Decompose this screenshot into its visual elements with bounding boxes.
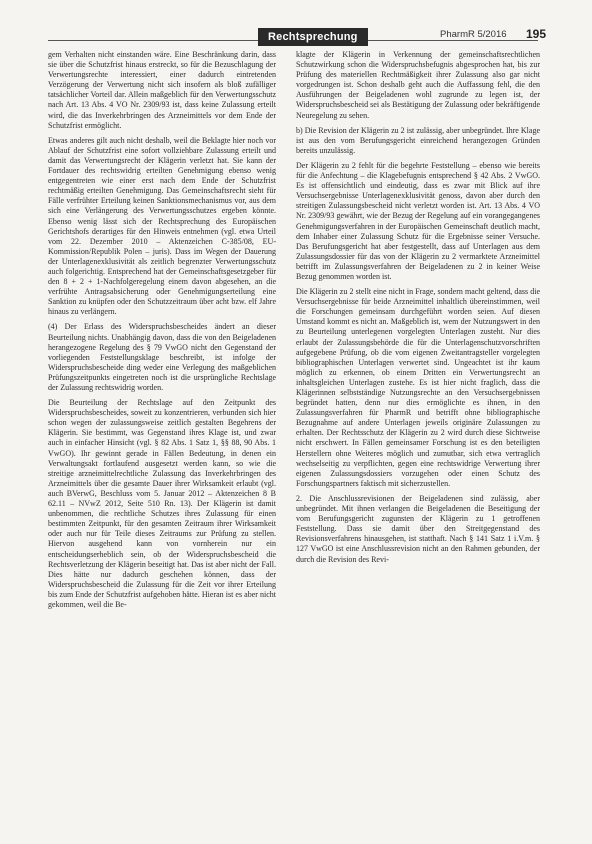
- left-column: [48, 50, 276, 615]
- paragraph: Die Beurteilung der Rechtslage auf den Zeitpunkt des Widerspruchsbescheides, soweit zu konzentrieren, verbunden sich hier schon wegen der zulassungsweise zeitlich gestalten Begehrens der Klägerin. Sie bestimmt, was Gegenstand ihres Klage ist, und zwar auch in einfacher Hinsicht (vgl. § 82 Abs. 1 Satz 1, §§ 88, 90 Abs. 1 VwGO). Ihr gewinnt gerade in Fällen Bedeutung, in denen ein Verwaltungsakt fortlaufend ausgesetzt werden kann, so wie die streitige arzneimittelrechtliche Zulassung das Inverkehrbringen des Arzneimittels über die gesamte Dauer ihrer Wirksamkeit erlaubt (vgl. auch BVerwG, Beschluss vom 5. Januar 2012 – Aktenzeichen 8 B 62.11 – NVwZ 2012, Seite 510 Rn. 13). Der Klägerin ist damit unbenommen, die rechtliche Schutzes ihres Zulassung für einen bestimmten Zeitpunkt, für den gesamten Zeitraum ihrer Wirksamkeit oder auch nur für Teile dieses Zeitraums zur Prüfung zu stellen. Hiervon ausgehend kann von vornherein nur ein entscheidungserheblich sein, ob der Widerspruchsbescheid die Rechtsverletzung der Klägerin beseitigt hat. Das ist aber nicht der Fall. Dies hätte nur dadurch geschehen können, dass der Widerspruchsbescheid die Zulassung für die Zeit vor ihrer Erteilung bis zum Ende der Schutzfrist aufgehoben hätte. Hieran ist es aber nicht gekommen, weil die Be-: [48, 398, 276, 609]
- journal-citation: PharmR 5/2016: [440, 29, 507, 40]
- header-rule-left: [48, 40, 258, 41]
- paragraph: Die Klägerin zu 2 stellt eine nicht in Frage, sondern macht geltend, dass die Versuchsergebnisse für beide Arzneimittel inhaltlich übereinstimmen, weil die Forschungen gemeinsam durchgeführt worden seien. Auf diesen Umstand kommt es nicht an. Maßgeblich ist, wem der Nutzungswert in den zu Beurteilung unterlegenen vorgelegten Unterlagen zusteht. Nur dies erlaubt der Zulassungsbehörde die für die Unterlagenschutzvorschriften aufgegebene Prüfung, ob die vom eigenen Zweitantragsteller vorgelegten bibliographischen Unterlagen verwertet sind. Ungeachtet ist ihr kaum möglich zu erkennen, ob einem Dritten ein Verwertungsrecht an inhaltsgleichen Unterlagen zustehe. Es ist hier nicht fraglich, dass die Klägerinnen selbstständige Nutzungsrechte an den Versuchsergebnissen begründet hatten, denn nur dies ermöglichte es ihnen, in den Zulassungsverfahren für PharmR und betrifft ohne bibliographische Bezugnahme auf andere Unterlagen jeweils originäre Zulassungen zu erhalten. Der Rechtsschutz der Klägerin zu 2 wird durch diese Sichtweise nicht erschwert. In Fällen gemeinsamer Forschung ist es den beteiligten Herstellern ohne Weiteres möglich und zumutbar, sich etwa vertraglich wechselseitig zu verpflichten, gegen eine rechtswidrige Verwertung ihrer eigenen Zulassungsdossiers vorzugehen oder einen Schutz des Forschungspartners faktisch mit sicherzustellen.: [296, 287, 540, 488]
- page-number: 195: [526, 27, 547, 41]
- paragraph: Etwas anderes gilt auch nicht deshalb, weil die Beklagte hier noch vor Ablauf der Schutzfrist eine sofort vollziehbare Zulassung erteilt und damit das Verwertungsrecht der Klägerin verletzt hat. Sie kann der Fortdauer des rechtswidrig erteilten Genehmigung ebenso wenig entgegentreten wie einer erst nach dem Ende der Schutzfrist rechtmäßig erteilten Genehmigung. Das Gemeinschaftsrecht sieht für Fälle verfrühter Erteilung keinen Sanktionsmechanismus vor, aus dem sich eine Verlängerung des Verwertungsschutzes ergeben könnte. Ebenso wenig lässt sich der Rechtsprechung des Europäischen Gerichtshofs derartiges für den Hinweis entnehmen (vgl. etwa Urteil vom 22. Dezember 2010 – Aktenzeichen C-385/08, EU-Kommission/Republik Polen – juris). Dass im Wegen der Dauerung der Unterlagenexklusivität als zeitlich begrenzter Verwertungsschutz auch folgerichtig. Entsprechend hat der Gemeinschaftsgesetzgeber für den 8 + 2 + 1-Nachfolgeregelung einem davon abgesehen, an die verfrühte Antragsabsicherung oder Genehmigungserteilung eine Sanktion zu knüpfen oder den Schutzzeitraum über acht bzw. elf Jahre hinaus zu verlängern.: [48, 135, 276, 317]
- paragraph: klagte der Klägerin in Verkennung der gemeinschaftsrechtlichen Schutzwirkung schon die Widerspruchsbefugnis abgesprochen hat, bis zur Prüfung des materiellen Rechtmäßigkeit ihrer Zulassung also gar nicht vorgedrungen ist. Schon deshalb geht auch die Auffassung fehl, die den Ausführungen der Beigeladenen wohl zugrunde zu legen ist, der Widerspruchsbescheid sei als Bestätigung der Zulassung oder bekräftigende Neuregelung zu sehen.: [296, 50, 540, 120]
- paragraph: 2. Die Anschlussrevisionen der Beigeladenen sind zulässig, aber unbegründet. Mit ihnen verlangen die Beigeladenen die Beseitigung der vom Berufungsgericht zugunsten der Klägerin zu 1 getroffenen Feststellung. Dass sie damit über den Streitgegenstand des Revisionsverfahrens hinausgehen, ist statthaft. Nach § 141 Satz 1 i.V.m. § 127 VwGO ist eine Anschlussrevision nicht an den Rahmen gebunden, der durch die Revision des Revi-: [296, 493, 540, 564]
- paragraph: (4) Der Erlass des Widerspruchsbescheides ändert an dieser Beurteilung nichts. Unabhängig davon, dass die von den Beigeladenen herangezogene Regelung des § 79 VwGO nicht den Gegenstand der vorliegenden Feststellungsklage beschreibt, ist infolge der Widerspruchsbescheide ding weder eine Verlegung des maßgeblichen Prüfungszeitpunkts eingetreten noch ist die ursprüngliche Rechtslage der Zulassung rechtswidrig worden.: [48, 322, 276, 392]
- paragraph: Der Klägerin zu 2 fehlt für die begehrte Feststellung – ebenso wie bereits für die Anfechtung – die Klagebefugnis entsprechend § 42 Abs. 2 VwGO. Es ist offensichtlich und eindeutig, dass es zwar mit Blick auf ihre Versuchsergebnisse Unterlagenexklusivität genoss, davon aber durch den streitigen Zulassungsbescheid nicht verletzt worden ist. Art. 13 Abs. 4 VO Nr. 2309/93 gewährt, wie der Bezug der Regelung auf ein vorangegangenes Genehmigungsverfahren in der Europäischen Gemeinschaft deutlich macht, dem Inhaber einer Zulassung Schutz für die Ergebnisse seiner Versuche. Das Berufungsgericht hat aber festgestellt, dass auf Unterlagen aus dem Zulassungsdossier für das von der Klägerin zu 2 vermarktete Arzneimittel betrifft im Zulassungsverfahren der Beigeladenen zu 2 in keiner Weise Bezug genommen worden ist.: [296, 160, 540, 281]
- paragraph: gem Verhalten nicht einstanden wäre. Eine Beschränkung darin, dass sie über die Schutzfrist hinaus erstreckt, so für die Bezuschlagung der Verwertungsrechte interessiert, einer dadurch eintretenden Verzögerung der Verwertung nicht sich insofern als bloß zufälliger tatsächlicher Vorteil dar. Allein maßgeblich für den Verwertungsschutz nach Art. 13 Abs. 4 VO Nr. 2309/93 ist, dass keine Zulassung erteilt wird, die das Inverkehrbringen des Arzneimittels vor dem Ende der Schutzfrist ermöglicht.: [48, 50, 276, 130]
- section-title: Rechtsprechung: [258, 28, 368, 46]
- right-column: [296, 50, 540, 570]
- paragraph: b) Die Revision der Klägerin zu 2 ist zulässig, aber unbegründet. Ihre Klage ist aus den vom Berufungsgericht einreichend herangezogen Gründen bereits unzulässig.: [296, 125, 540, 155]
